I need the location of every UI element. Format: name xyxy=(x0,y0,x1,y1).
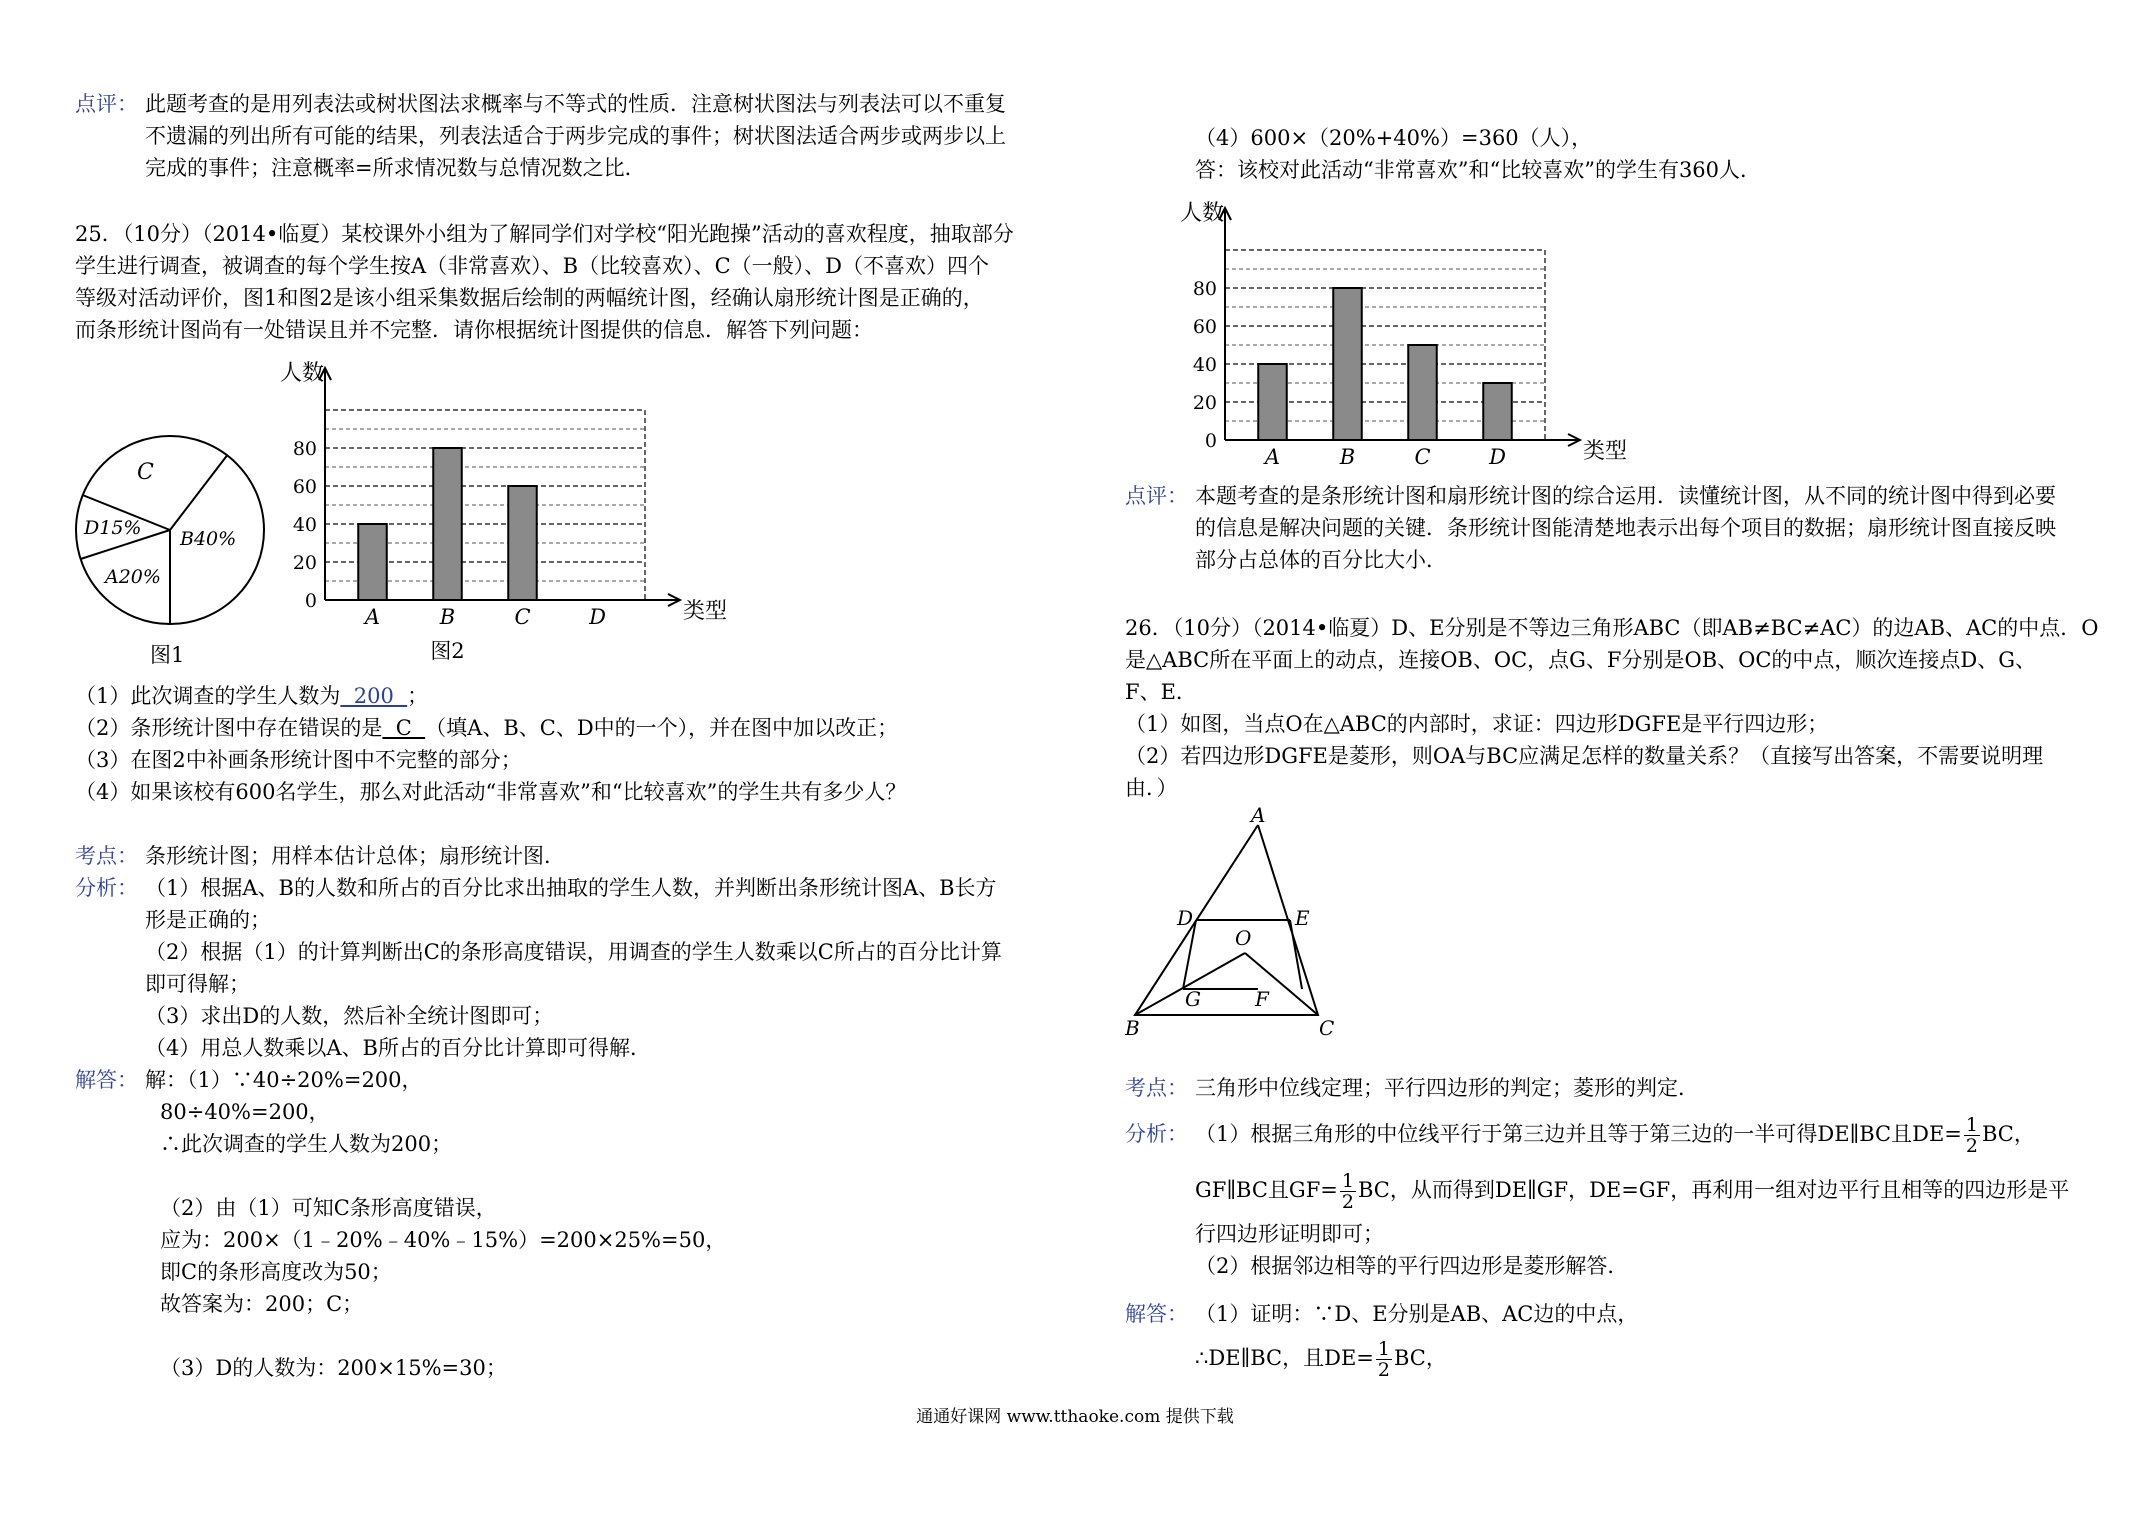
fenxi-line: 行四边形证明即可； xyxy=(1195,1222,1384,1246)
jieda-line: 即C的条形高度改为50； xyxy=(160,1260,392,1284)
subquestion-2: （2）条形统计图中存在错误的是 C （填A、B、C、D中的一个），并在图中加以改正； xyxy=(75,716,899,740)
jieda-line: 80÷40%=200， xyxy=(160,1100,330,1124)
fenxi-line: （4）用总人数乘以A、B所占的百分比计算即可得解． xyxy=(145,1036,651,1060)
fenxi-line: 形是正确的； xyxy=(145,908,271,932)
question-25 xyxy=(75,218,1050,346)
bar-d xyxy=(1483,383,1512,440)
y-tick-label: 20 xyxy=(292,552,317,574)
category-label: B xyxy=(1339,445,1356,469)
fenxi-line: （2）根据（1）的计算判断出C的条形高度错误，用调查的学生人数乘以C所占的百分比计算 xyxy=(145,940,1002,964)
pie-label-b: B40% xyxy=(180,528,237,550)
question-26 xyxy=(1125,612,2105,804)
bar-a xyxy=(1258,364,1287,440)
jieda-line: （2）由（1）可知C条形高度错误， xyxy=(160,1196,497,1220)
kaodian-block xyxy=(1125,1072,2105,1104)
fenxi-line: （1）根据三角形的中位线平行于第三边并且等于第三边的一半可得DE∥BC且DE= xyxy=(1195,1122,1962,1146)
y-tick-label: 60 xyxy=(292,476,317,498)
point-label-b: B xyxy=(1125,1016,1140,1040)
comment-line: 的信息是解决问题的关键．条形统计图能清楚地表示出每个项目的数据；扇形统计图直接反映 xyxy=(1195,516,2056,540)
question-line: 26．（10分）（2014•临夏）D、E分别是不等边三角形ABC（即AB≠BC≠AC）的边AB、AC的中点．O xyxy=(1125,616,2099,640)
kaodian-label: 考点： xyxy=(75,844,138,868)
comment-label: 点评： xyxy=(75,92,138,116)
solution-line: 答：该校对此活动“非常喜欢”和“比较喜欢”的学生有360人． xyxy=(1195,158,1762,182)
question-line: F、E． xyxy=(1125,680,1197,704)
point-label-o: O xyxy=(1235,926,1252,950)
comment-q24 xyxy=(75,88,1050,184)
point-label-c: C xyxy=(1319,1016,1335,1040)
category-label: B xyxy=(439,605,456,629)
triangle-diagram xyxy=(1125,805,1355,1045)
fenxi-block xyxy=(75,872,1050,1064)
subquestion-1: （1）此次调查的学生人数为 200 ； xyxy=(75,684,429,708)
y-axis-label: 人数 xyxy=(280,361,325,386)
question-line: 25．（10分）（2014•临夏）某校课外小组为了解同学们对学校“阳光跑操”活动的喜欢程度，抽取部分 xyxy=(75,222,1014,246)
pie-divider-cb xyxy=(170,456,227,531)
bar-b xyxy=(433,448,462,600)
comment-line: 完成的事件；注意概率=所求情况数与总情况数之比． xyxy=(145,156,646,180)
point-label-a: A xyxy=(1251,805,1266,827)
question-25-subparts xyxy=(75,680,1050,808)
category-label: C xyxy=(1414,445,1431,469)
fenxi-line: （1）根据A、B的人数和所占的百分比求出抽取的学生人数，并判断出条形统计图A、B长方 xyxy=(145,876,997,900)
jieda-line: （3）D的人数为：200×15%=30； xyxy=(160,1356,507,1380)
segment-ef xyxy=(1290,920,1302,989)
kaodian-label: 考点： xyxy=(1125,1076,1188,1100)
answer-blank-2: C xyxy=(382,716,426,740)
y-tick-label: 80 xyxy=(1192,278,1217,300)
bar-chart-corrected xyxy=(1180,195,1700,470)
kaodian-block xyxy=(75,840,1050,872)
bar-c xyxy=(508,486,537,600)
y-tick-label: 0 xyxy=(304,590,317,612)
comment-q25 xyxy=(1125,480,2105,576)
point-label-d: D xyxy=(1177,906,1194,930)
jieda-block xyxy=(1125,1298,2105,1386)
kaodian-text: 条形统计图；用样本估计总体；扇形统计图． xyxy=(145,844,565,868)
x-axis-label: 类型 xyxy=(683,599,728,624)
point-label-g: G xyxy=(1185,987,1201,1011)
x-axis-label: 类型 xyxy=(1583,439,1628,464)
kaodian-text: 三角形中位线定理；平行四边形的判定；菱形的判定． xyxy=(1195,1076,1699,1100)
fraction-one-half: $\frac{1}{2}$ xyxy=(1377,1338,1390,1381)
question-line: 是△ABC所在平面上的动点，连接OB、OC，点G、F分别是OB、OC的中点，顺次连接点D、G、 xyxy=(1125,648,2037,672)
page-footer: 通通好课网 www.tthaoke.com 提供下载 xyxy=(916,1407,1234,1427)
pie-chart-figure-1 xyxy=(75,405,285,675)
fenxi-line: （3）求出D的人数，然后补全统计图即可； xyxy=(145,1004,554,1028)
jieda-line xyxy=(75,1160,1050,1192)
category-label: A xyxy=(1264,445,1281,469)
category-label: C xyxy=(514,605,531,629)
bar-c xyxy=(1408,345,1437,440)
jieda-line: （1）证明：∵D、E分别是AB、AC边的中点， xyxy=(1195,1302,1639,1326)
point-label-f: F xyxy=(1255,987,1269,1011)
question-line: （1）如图，当点O在△ABC的内部时，求证：四边形DGFE是平行四边形； xyxy=(1125,712,1829,736)
subquestion-4: （4）如果该校有600名学生，那么对此活动“非常喜欢”和“比较喜欢”的学生共有多少人？ xyxy=(75,780,907,804)
y-tick-label: 40 xyxy=(1192,354,1217,376)
fenxi-line: GF∥BC且GF= $\frac{1}{2}$ BC，从而得到DE∥GF，DE=GF，再利用一组对边平行且相等的四边形是平 xyxy=(1195,1170,2070,1213)
question-line: （2）若四边形DGFE是菱形，则OA与BC应满足怎样的数量关系？（直接写出答案，不需要说明理 xyxy=(1125,744,2044,768)
y-tick-label: 40 xyxy=(292,514,317,536)
pie-label-c: C xyxy=(137,460,154,485)
solution-line: （4）600×（20%+40%）=360（人）， xyxy=(1195,126,1593,150)
figure-1-caption: 图1 xyxy=(150,643,185,667)
y-tick-label: 80 xyxy=(292,438,317,460)
category-label: A xyxy=(364,605,381,629)
solution-continued xyxy=(1125,122,2105,186)
jieda-line: 解：（1）∵40÷20%=200， xyxy=(145,1068,423,1092)
y-tick-label: 20 xyxy=(1192,392,1217,414)
fenxi-label: 分析： xyxy=(75,876,138,900)
figure-2-caption: 图2 xyxy=(430,639,465,663)
answer-blank-1: 200 xyxy=(340,684,408,708)
y-tick-label: 60 xyxy=(1192,316,1217,338)
y-tick-label: 0 xyxy=(1204,430,1217,452)
fenxi-line: 即可得解； xyxy=(145,972,250,996)
fenxi-label: 分析： xyxy=(1125,1122,1188,1146)
comment-line: 本题考查的是条形统计图和扇形统计图的综合运用．读懂统计图，从不同的统计图中得到必要 xyxy=(1195,484,2056,508)
jieda-line: 应为：200×（1﹣20%﹣40%﹣15%）=200×25%=50， xyxy=(160,1228,727,1252)
fraction-one-half: $\frac{1}{2}$ xyxy=(1341,1170,1354,1213)
comment-line: 部分占总体的百分比大小． xyxy=(1195,548,1447,572)
jieda-line xyxy=(75,1320,1050,1352)
subquestion-3: （3）在图2中补画条形统计图中不完整的部分； xyxy=(75,748,522,772)
fenxi-block: 分析： （1）根据三角形的中位线平行于第三边并且等于第三边的一半可得DE∥BC且DE= $\frac{1}{2}$ BC， GF∥BC且GF= $\frac{1}{2}$ BC，从而得到DE∥GF，DE=GF，再利用一组对边平行且相等的四边形是平 行四边形证明即可； （2）根据邻边相等的平行四边形是菱形解答． xyxy=(1125,1106,2105,1282)
fenxi-line: （2）根据邻边相等的平行四边形是菱形解答． xyxy=(1195,1254,1629,1278)
fraction-one-half: $\frac{1}{2}$ xyxy=(1965,1114,1978,1157)
question-line: 而条形统计图尚有一处错误且并不完整．请你根据统计图提供的信息．解答下列问题： xyxy=(75,318,873,342)
comment-line: 此题考查的是用列表法或树状图法求概率与不等式的性质．注意树状图法与列表法可以不重复 xyxy=(145,92,1006,116)
bar-chart-figure-2 xyxy=(280,355,800,670)
y-axis-label: 人数 xyxy=(1180,201,1225,226)
category-label: D xyxy=(589,605,606,629)
pie-label-d: D15% xyxy=(84,517,142,539)
bar-b xyxy=(1333,288,1362,440)
pie-label-a: A20% xyxy=(105,566,161,588)
point-label-e: E xyxy=(1295,906,1310,930)
comment-label: 点评： xyxy=(1125,484,1188,508)
jieda-line: 故答案为：200；C； xyxy=(160,1292,364,1316)
jieda-label: 解答： xyxy=(75,1068,138,1092)
question-line: 学生进行调查，被调查的每个学生按A（非常喜欢）、B（比较喜欢）、C（一般）、D（不喜欢）四个 xyxy=(75,254,989,278)
category-label: D xyxy=(1489,445,1506,469)
jieda-label: 解答： xyxy=(1125,1302,1188,1326)
jieda-line: ∴此次调查的学生人数为200； xyxy=(160,1132,453,1156)
jieda-line: ∴DE∥BC，且DE= $\frac{1}{2}$ BC， xyxy=(1195,1338,1447,1381)
jieda-block xyxy=(75,1064,1050,1384)
question-line: 由．） xyxy=(1125,776,1178,800)
bar-a xyxy=(358,524,387,600)
question-line: 等级对活动评价，图1和图2是该小组采集数据后绘制的两幅统计图，经确认扇形统计图是正确的， xyxy=(75,286,984,310)
comment-line: 不遗漏的列出所有可能的结果，列表法适合于两步完成的事件；树状图法适合两步或两步以上 xyxy=(145,124,1006,148)
